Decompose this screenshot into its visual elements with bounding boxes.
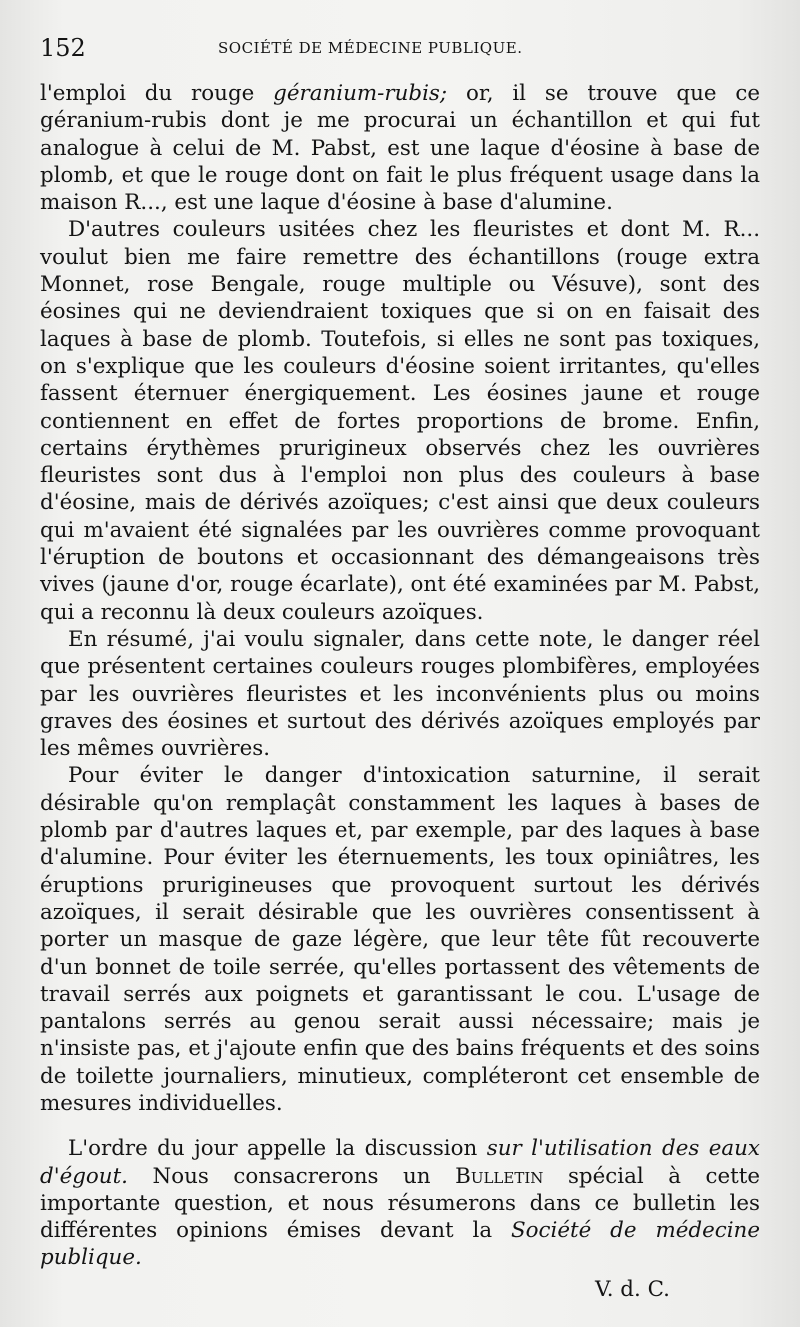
page-number: 152 bbox=[40, 34, 86, 62]
text-segment: or, il se trouve que ce géranium-rubis dont je me procurai un échantillon et qui fut analogue à celui de M. Pabst, est une laque d'éosine à base de plomb, et que le rouge dont on fait le plus fréquent usage dans la maison R..., est une laque d'éosine à base d'alumine. bbox=[40, 81, 760, 216]
text-segment: En résumé, j'ai voulu signaler, dans cette note, le danger réel que présentent certaines couleurs rouges plombifères, employées par les ouvrières fleuristes et les inconvénients plus ou moins graves des éosines et surtout des dérivés azoïques employés par les mêmes ouvrières. bbox=[40, 626, 760, 762]
italic-term-geranium-rubis: géranium-rubis; bbox=[273, 81, 448, 106]
text-segment: D'autres couleurs usitées chez les fleuristes et dont M. R... voulut bien me faire remettre des échantillons (rouge extra Monnet, rose Bengale, rouge multiple ou Vésuve), sont des éosines qui ne deviendraient toxiques que si on en faisait des laques à base de plomb. Toutefois, si elles ne sont pas toxiques, on s'explique que les couleurs d'éosine soient irritantes, qu'elles fassent éternuer énergiquement. Les éosines jaune et rouge contiennent en effet de fortes proportions de brome. Enfin, certains érythèmes prurigineux observés chez les ouvrières fleuristes sont dus à l'emploi non plus des couleurs à base d'éosine, mais de dérivés azoïques; c'est ainsi que deux couleurs qui m'avaient été signalées par les ouvrières comme provoquant l'éruption de boutons et occasionnant des démangeaisons très vives (jaune d'or, rouge écarlate), ont été examinées par M. Pabst, qui a reconnu là deux couleurs azoïques. bbox=[40, 217, 761, 625]
body-text bbox=[40, 80, 760, 1303]
text-segment: spécial à cette importante question, et nous résumerons dans ce bulletin les différentes opinions émises devant la bbox=[40, 1163, 760, 1244]
text-segment: l'emploi du rouge bbox=[40, 81, 274, 106]
paragraph-5 bbox=[40, 1135, 760, 1271]
text-segment: L'ordre du jour appelle la discussion bbox=[68, 1136, 487, 1162]
paragraph-1 bbox=[40, 80, 760, 216]
text-segment: Nous consacrerons un bbox=[127, 1163, 456, 1189]
paragraph-4 bbox=[40, 762, 760, 1117]
paragraph-2 bbox=[40, 216, 760, 625]
running-header bbox=[40, 30, 760, 80]
smallcaps-bulletin: Bulletin bbox=[455, 1163, 544, 1189]
signature: V. d. C. bbox=[594, 1276, 670, 1302]
italic-society-name: Société de médecine publique. bbox=[40, 1218, 760, 1271]
paragraph-3 bbox=[40, 626, 760, 762]
italic-topic: sur l'utilisation des eaux d'égout. bbox=[40, 1136, 760, 1189]
running-title: SOCIÉTÉ DE MÉDECINE PUBLIQUE. bbox=[218, 39, 523, 57]
text-segment: Pour éviter le danger d'intoxication saturnine, il serait désirable qu'on remplaçât constamment les laques à bases de plomb par d'autres laques et, par exemple, par des laques à base d'alumine. Pour éviter les éternuements, les toux opiniâtres, les éruptions prurigineuses que provoquent surtout les dérivés azoïques, il serait désirable que les ouvrières consentissent à porter un masque de gaze légère, que leur tête fût recouverte d'un bonnet de toile serrée, qu'elles portassent des vêtements de travail serrés aux poignets et garantissant le cou. L'usage de pantalons serrés au genou serait aussi nécessaire; mais je n'insiste pas, et j'ajoute enfin que des bains fréquents et des soins de toilette journaliers, minutieux, compléteront cet ensemble de mesures individuelles. bbox=[40, 763, 760, 1116]
